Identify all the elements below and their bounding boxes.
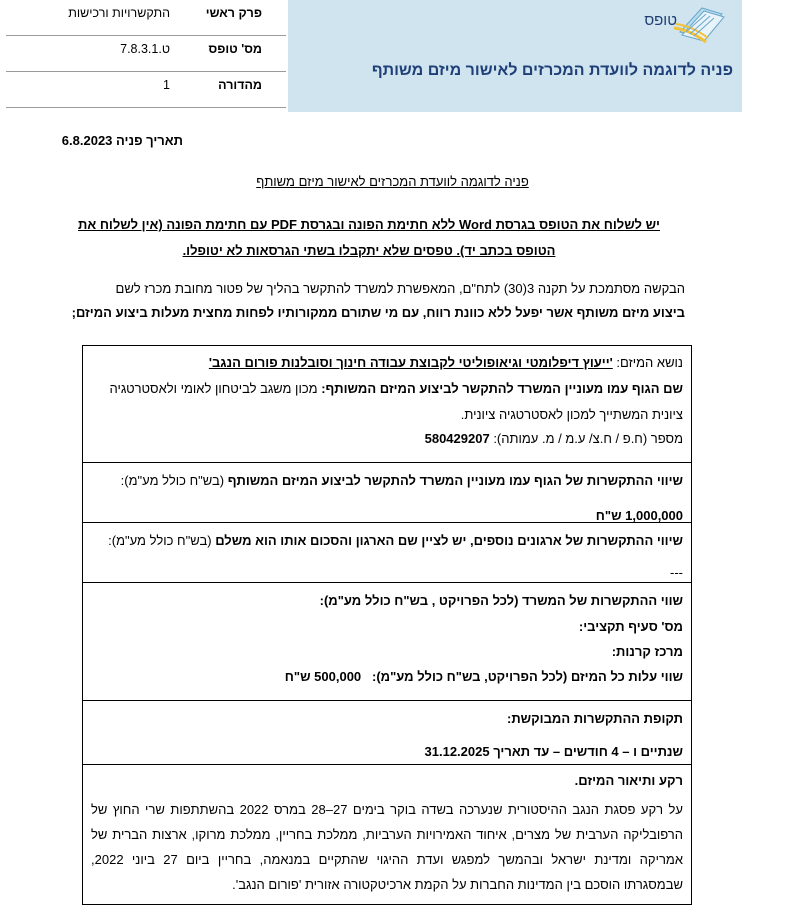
form-number-label: מס' טופס xyxy=(208,42,262,56)
partner-label: שם הגוף עמו מעוניין המשרד להתקשר לביצוע המיזם המשותף: xyxy=(321,381,683,396)
edition-label: מהדורה xyxy=(218,78,262,92)
other-orgs-unit: (בש"ח כולל מע"מ): xyxy=(108,533,212,548)
id-label: מספר (ח.פ / ח.צ/ ע.מ / מ. עמותה): xyxy=(493,431,683,446)
other-orgs-value: --- xyxy=(670,565,683,580)
partner-name xyxy=(110,381,683,396)
total-cost-line xyxy=(285,669,683,684)
partner-id xyxy=(425,431,683,446)
chapter-label: פרק ראשי xyxy=(205,6,262,20)
cost-center-label: מרכז קרנות: xyxy=(611,644,683,659)
form-title: פניה לדוגמה לוועדת המכרזים לאישור מיזם משותף xyxy=(371,62,733,79)
documents-stack-icon xyxy=(672,2,730,44)
partner-value-line-2: ציונית המשתייך למכון לאסטרטגיה ציונית. xyxy=(460,407,683,422)
intro-line-2: ביצוע מיזם משותף אשר יפעל ללא כוונת רווח, עם מי שתורם ממקורותיו לפחות מחצית מעלות ביצוע המיזם; xyxy=(71,305,685,320)
header-row-chapter xyxy=(6,0,286,36)
partner-value-label: שיווי ההתקשרות של הגוף עמו מעוניין המשרד להתקשר לביצוע המיזם המשותף xyxy=(227,473,683,488)
edition-value: 1 xyxy=(163,78,170,92)
logo-text: טופס xyxy=(644,12,677,29)
partner-value: מכון משגב לביטחון לאומי ולאסטרטגיה xyxy=(109,381,318,396)
office-value-label: שווי ההתקשרות של המשרד (לכל הפרויקט , בש"ח כולל מע"מ): xyxy=(319,593,683,608)
other-orgs-section xyxy=(83,522,691,580)
id-value: 580429207 xyxy=(424,431,490,446)
partner-value-section xyxy=(83,462,691,523)
header-row-form-number xyxy=(6,36,286,72)
project-topic xyxy=(209,355,683,370)
partner-value-line xyxy=(121,473,683,488)
project-topic-label: נושא המיזם: xyxy=(616,355,683,370)
period-value: שנתיים ו – 4 חודשים – עד תאריך 31.12.2025 xyxy=(424,744,683,759)
period-section xyxy=(83,700,691,759)
submission-instructions: יש לשלוח את הטופס בגרסת Word ללא חתימת הפונה ובגרסת PDF עם חתימת הפונה (אין לשלוח את הטופס בכתב יד). טפסים שלא יתקבלו בשתי הגרסאות לא יטופלו. xyxy=(78,217,660,258)
total-cost-value: 500,000 ש"ח xyxy=(284,669,362,684)
total-cost-label: שווי עלות כל המיזם (לכל הפרויקט, בש"ח כולל מע"מ): xyxy=(372,669,683,684)
background-section xyxy=(83,764,691,892)
form-number-value: ט.7.8.3.1 xyxy=(120,42,170,56)
intro-line-1: הבקשה מסתמכת על תקנה 3(30) לתח"ם, המאפשרת למשרד להתקשר בהליך של פטור מחובת מכרז לשם xyxy=(115,281,685,296)
partner-value-amount: 1,000,000 ש"ח xyxy=(595,508,683,523)
background-label: רקע ותיאור המיזם. xyxy=(574,773,683,788)
request-date: תאריך פניה 6.8.2023 xyxy=(61,133,183,148)
subject-line: פניה לדוגמה לוועדת המכרזים לאישור מיזם משותף xyxy=(256,174,529,189)
period-label: תקופת ההתקשרות המבוקשת: xyxy=(507,711,683,726)
project-topic-value: 'ייעוץ דיפלומטי וגיאופוליטי לקבוצת עבודה חינוך וסובלנות פורום הנגב' xyxy=(208,355,613,370)
other-orgs-label: שיווי ההתקשרות של ארגונים נוספים, יש לציין שם הארגון והסכום אותו הוא משלם xyxy=(215,533,683,548)
background-text: על רקע פסגת הנגב ההיסטורית שנערכה בשדה בוקר בימים 27–28 במרס 2022 בהשתתפות שרי החוץ של הרפובליקה הערבית של מצרים, איחוד האמירויות הערביות, ממלכת בחריין, ממלכת מרוקו, ארצות הברית של אמריקה ומדינת ישראל ובהמשך למפגש ועדת ההיגוי שהתקיים במנאמה, בחריין ביום 27 ביוני 2022, שבמסגרתו הוסכם בין המדינות החברות על הקמת ארכיטקטורה אזורית 'פורום הנגב'. xyxy=(91,802,684,892)
header-row-edition xyxy=(6,72,286,108)
project-details-table xyxy=(82,345,692,905)
partner-value-unit: (בש"ח כולל מע"מ): xyxy=(120,473,225,488)
budget-item-label: מס' סעיף תקציבי: xyxy=(578,619,683,634)
office-value-section xyxy=(83,582,691,684)
chapter-value: התקשרויות ורכישות xyxy=(68,6,170,20)
other-orgs-line xyxy=(108,533,683,548)
